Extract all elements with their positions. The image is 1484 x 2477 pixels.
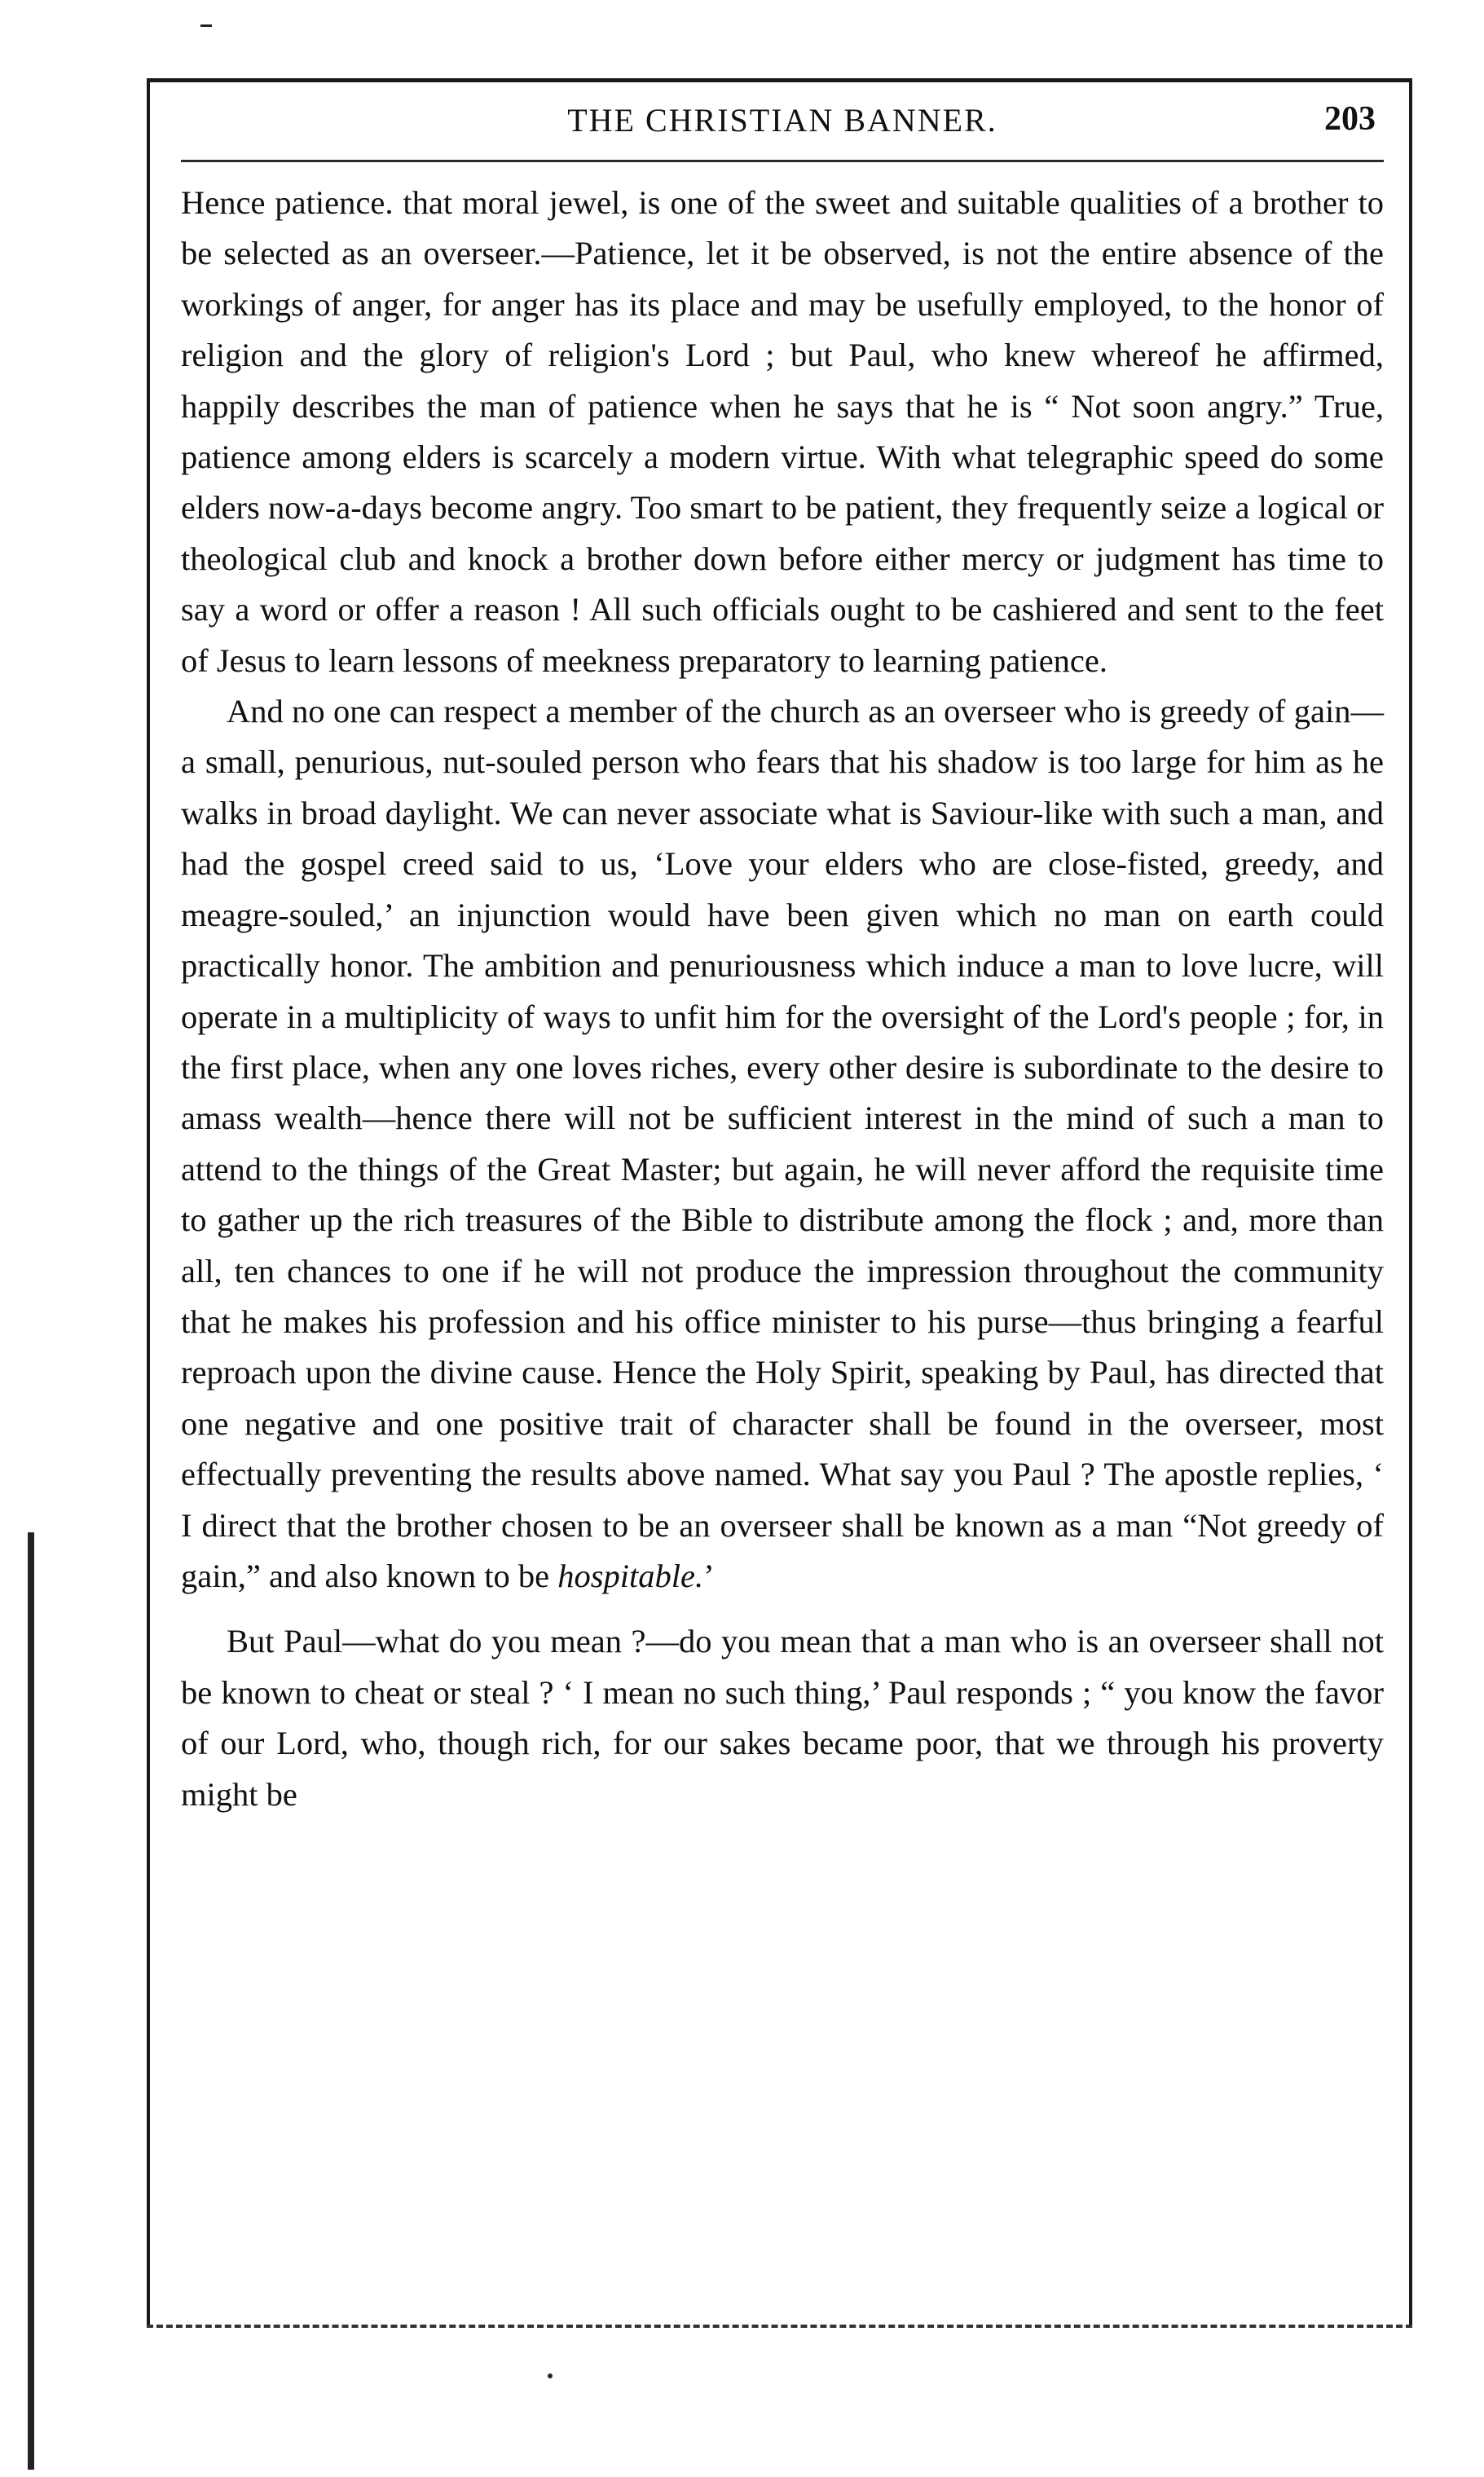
page-number: 203 (1324, 100, 1376, 138)
closing-quote: ’ (703, 1557, 715, 1594)
article-body (181, 178, 1384, 1820)
bottom-border-rule (147, 2325, 1412, 2328)
paragraph-patience: Hence patience. that moral jewel, is one of the sweet and suitable qualities of a brother to be selected as an overseer.—Patience, let it be observed, is not the entire absence of the workings of anger, for anger has its place and may be usefully employed, to the honor of religion and the glory of religion's Lord ; but Paul, who knew whereof he affirmed, happily describes the man of patience when he says that he is “ Not soon angry.” True, patience among elders is scarcely a modern virtue. With what telegraphic speed do some elders now-a-days become angry. Too smart to be patient, they frequently seize a logical or theological club and knock a brother down before either mercy or judgment has time to say a word or offer a reason ! All such officials ought to be cashiered and sent to the feet of Jesus to learn lessons of meekness preparatory to learning patience. (181, 184, 1384, 679)
top-mark (200, 24, 212, 27)
header-rule (181, 160, 1384, 162)
left-edge-bar (28, 1532, 34, 2470)
hospitable-italic: hospitable. (557, 1557, 704, 1594)
bottom-dot (548, 2373, 553, 2378)
running-head (181, 96, 1384, 153)
paragraph-greedy-of-gain (181, 686, 1384, 1602)
running-title: THE CHRISTIAN BANNER. (567, 102, 997, 139)
paragraph-greedy-of-gain-text: And no one can respect a member of the church as an overseer who is greedy of gain—a small, penurious, nut-souled person who fears that his shadow is too large for him as he walks in broad daylight. We can never associate what is Saviour-like with such a man, and had the gospel creed said to us, ‘Love your elders who are close-fisted, greedy, and meagre-souled,’ an injunction would have been given which no man on earth could practically honor. The ambition and penuriousness which induce a man to love lucre, will operate in a multiplicity of ways to unfit him for the oversight of the Lord's people ; for, in the first place, when any one loves riches, every other desire is subordinate to the desire to amass wealth—hence there will not be sufficient interest in the mind of such a man to attend to the things of the Great Master; but again, he will never afford the requisite time to gather up the rich treasures of the Bible to distribute among the flock ; and, more than all, ten chances to one if he will not produce the impression throughout the community that he makes his profession and his office minister to his purse—thus bringing a fearful reproach upon the divine cause. Hence the Holy Spirit, speaking by Paul, has directed that one negative and one positive trait of character shall be found in the overseer, most effectually preventing the results above named. What say you Paul ? The apostle replies, ‘ I direct that the brother chosen to be an overseer shall be known as a man “Not greedy of gain,” and also known to be (181, 693, 1384, 1594)
paragraph-but-paul: But Paul—what do you mean ?—do you mean that a man who is an overseer shall not be known to cheat or steal ? ‘ I mean no such thing,’ Paul responds ; “ you know the favor of our Lord, who, though rich, for our sakes became poor, that we through his proverty might be (181, 1623, 1384, 1813)
